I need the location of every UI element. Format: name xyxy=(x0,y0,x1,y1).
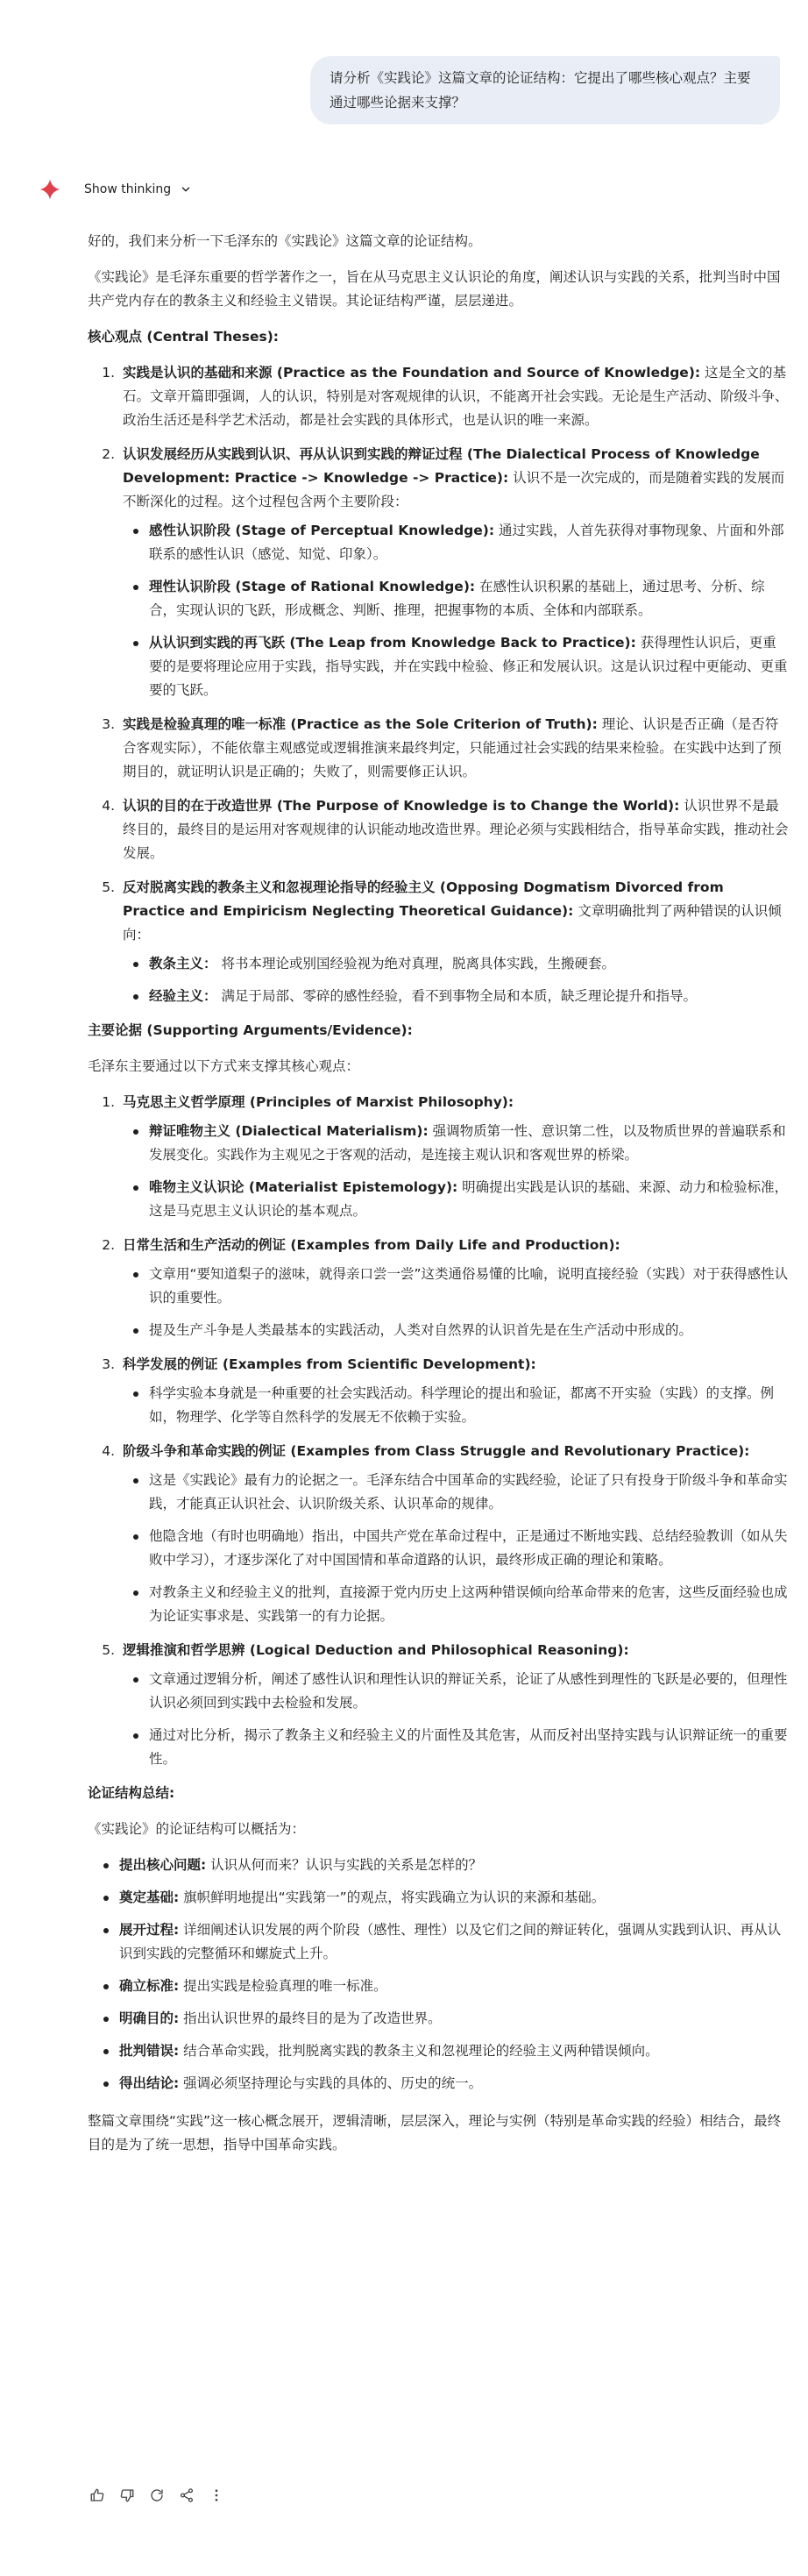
list-item: 明确目的: 指出认识世界的最终目的是为了改造世界。 xyxy=(119,2007,789,2031)
intro-paragraph: 《实践论》是毛泽东重要的哲学著作之一，旨在从马克思主义认识论的角度，阐述认识与实践的关系，批判当时中国共产党内存在的教条主义和经验主义错误。其论证结构严谨，层层递进。 xyxy=(88,269,781,309)
sub-list xyxy=(123,1120,789,1223)
user-message-text: 请分析《实践论》这篇文章的论证结构：它提出了哪些核心观点？主要通过哪些论据来支撑？ xyxy=(330,70,751,110)
more-vert-icon[interactable] xyxy=(207,2486,226,2505)
list-item: 得出结论: 强调必须坚持理论与实践的具体的、历史的统一。 xyxy=(119,2072,789,2096)
list-item: 经验主义： 满足于局部、零碎的感性经验，看不到事物全局和本质，缺乏理论提升和指导。 xyxy=(149,985,789,1008)
section-heading: 主要论据 (Supporting Arguments/Evidence): xyxy=(88,1022,413,1038)
show-thinking-label: Show thinking xyxy=(84,181,172,196)
list-item: 奠定基础: 旗帜鲜明地提出“实践第一”的观点，将实践确立为认识的来源和基础。 xyxy=(119,1886,789,1910)
list-item: 理性认识阶段 (Stage of Rational Knowledge): 在感性认识积累的基础上，通过思考、分析、综合，实现认识的飞跃，形成概念、判断、推理，把握事物的本质、全体和内部联系。 xyxy=(149,575,789,623)
intro-paragraph: 好的，我们来分析一下毛泽东的《实践论》这篇文章的论证结构。 xyxy=(88,233,482,249)
thumb-down-icon[interactable] xyxy=(117,2486,137,2505)
list-item: 确立标准: 提出实践是检验真理的唯一标准。 xyxy=(119,1975,789,1998)
list-item: 提出核心问题: 认识从何而来？认识与实践的关系是怎样的？ xyxy=(119,1854,789,1877)
list-item: 展开过程: 详细阐述认识发展的两个阶段（感性、理性）以及它们之间的辩证转化，强调从实践到认识、再从认识到实践的完整循环和螺旋式上升。 xyxy=(119,1918,789,1966)
list-item: 从认识到实践的再飞跃 (The Leap from Knowledge Back to Practice): 获得理性认识后，更重要的是要将理论应用于实践，指导实践，并在实践中检验、修正和发展认识。这是认识过程中更能动、更重要的飞跃。 xyxy=(149,631,789,702)
sub-list xyxy=(123,519,789,702)
sub-list xyxy=(123,1382,789,1429)
list-item: 1. 马克思主义哲学原理 (Principles of Marxist Philosophy): 辩证唯物主义 (Dialectical Materialism): 强调物质第一性、意识第二性，以及物质世界的普遍联系和发展变化。实践作为主观见之于客观的活动，是连接主观认识和客观世界的桥梁。 唯物主义认识论 (Materialist Epistemology): 明确提出实践是认识的基础、来源、动力和检验标准，这是马克思主义认识论的基本观点。 xyxy=(119,1091,789,1223)
list-item: 2. 认识发展经历从实践到认识、再从认识到实践的辩证过程 (The Dialectical Process of Knowledge Development: Practice -> Knowledge -> Practice): 认识不是一次完成的，而是随着实践的发展而不断深化的过程。这个过程包含两个主要阶段： 感性认识阶段 (Stage of Perceptual Knowledge): 通过实践，人首先获得对事物现象、片面和外部联系的感性认识（感觉、知觉、印象）。 理性认识阶段 (Stage of Rational Knowledge): 在感性认识积累的基础上，通过思考、分析、综合，实现认识的飞跃，形成概念、判断、推理，把握事物的本质、全体和内部联系。 从认识到实践的再飞跃 (The Leap from Knowledge Back to Practice): 获得理性认识后，更重要的是要将理论应用于实践，指导实践，并在实践中检验、修正和发展认识。这是认识过程中更能动、更重要的飞跃。 xyxy=(119,443,789,702)
list-item: 2. 日常生活和生产活动的例证 (Examples from Daily Life and Production): 文章用“要知道梨子的滋味，就得亲口尝一尝”这类通俗易懂的比喻，说明直接经验（实践）对于获得感性认识的重要性。 提及生产斗争是人类最基本的实践活动，人类对自然界的认识首先是在生产活动中形成的。 xyxy=(119,1234,789,1342)
list-item: 这是《实践论》最有力的论据之一。毛泽东结合中国革命的实践经验，论证了只有投身于阶级斗争和革命实践，才能真正认识社会、认识阶级关系、认识革命的规律。 xyxy=(149,1469,789,1516)
list-item: 批判错误: 结合革命实践，批判脱离实践的教条主义和忽视理论的经验主义两种错误倾向。 xyxy=(119,2039,789,2063)
sub-list xyxy=(123,952,789,1008)
section-intro: 《实践论》的论证结构可以概括为： xyxy=(88,1821,306,1837)
response-actions xyxy=(88,2486,226,2505)
user-message-bubble xyxy=(310,56,780,125)
list-item: 唯物主义认识论 (Materialist Epistemology): 明确提出实践是认识的基础、来源、动力和检验标准，这是马克思主义认识论的基本观点。 xyxy=(149,1176,789,1223)
sub-list xyxy=(123,1263,789,1342)
list-item: 教条主义： 将书本理论或别国经验视为绝对真理，脱离具体实践，生搬硬套。 xyxy=(149,952,789,976)
list-item: 3. 科学发展的例证 (Examples from Scientific Development): 科学实验本身就是一种重要的社会实践活动。科学理论的提出和验证，都离不开实验（实践）的支撑。例如，物理学、化学等自然科学的发展无不依赖于实验。 xyxy=(119,1353,789,1429)
list-item: 提及生产斗争是人类最基本的实践活动，人类对自然界的认识首先是在生产活动中形成的。 xyxy=(149,1319,789,1342)
list-item: 科学实验本身就是一种重要的社会实践活动。科学理论的提出和验证，都离不开实验（实践）的支撑。例如，物理学、化学等自然科学的发展无不依赖于实验。 xyxy=(149,1382,789,1429)
list-item: 文章通过逻辑分析，阐述了感性认识和理性认识的辩证关系，论证了从感性到理性的飞跃是必要的，但理性认识必须回到实践中去检验和发展。 xyxy=(149,1668,789,1715)
section-heading: 核心观点 (Central Theses): xyxy=(88,329,279,345)
list-item: 辩证唯物主义 (Dialectical Materialism): 强调物质第一性、意识第二性，以及物质世界的普遍联系和发展变化。实践作为主观见之于客观的活动，是连接主观认识和客观世界的桥梁。 xyxy=(149,1120,789,1167)
list-item: 4. 认识的目的在于改造世界 (The Purpose of Knowledge is to Change the World): 认识世界不是最终目的，最终目的是运用对客观规律的认识能动地改造世界。理论必须与实践相结合，指导革命实践，推动社会发展。 xyxy=(119,794,789,865)
thumb-up-icon[interactable] xyxy=(88,2486,107,2505)
list-item: 5. 逻辑推演和哲学思辨 (Logical Deduction and Philosophical Reasoning): 文章通过逻辑分析，阐述了感性认识和理性认识的辩证关系，论证了从感性到理性的飞跃是必要的，但理性认识必须回到实践中去检验和发展。 通过对比分析，揭示了教条主义和经验主义的片面性及其危害，从而反衬出坚持实践与认识辩证统一的重要性。 xyxy=(119,1639,789,1771)
share-icon[interactable] xyxy=(177,2486,196,2505)
regenerate-icon[interactable] xyxy=(147,2486,167,2505)
core-list xyxy=(88,361,789,1008)
list-item: 对教条主义和经验主义的批判，直接源于党内历史上这两种错误倾向给革命带来的危害，这些反面经验也成为论证实事求是、实践第一的有力论据。 xyxy=(149,1581,789,1628)
show-thinking-toggle[interactable] xyxy=(39,173,192,206)
chevron-down-icon xyxy=(180,183,192,196)
arguments-list xyxy=(88,1091,789,1771)
gemini-sparkle-icon xyxy=(39,178,61,201)
list-item: 通过对比分析，揭示了教条主义和经验主义的片面性及其危害，从而反衬出坚持实践与认识辩证统一的重要性。 xyxy=(149,1724,789,1771)
sub-list xyxy=(123,1469,789,1628)
list-item: 他隐含地（有时也明确地）指出，中国共产党在革命过程中，正是通过不断地实践、总结经验教训（如从失败中学习），才逐步深化了对中国国情和革命道路的认识，最终形成正确的理论和策略。 xyxy=(149,1525,789,1572)
list-item: 感性认识阶段 (Stage of Perceptual Knowledge): 通过实践，人首先获得对事物现象、片面和外部联系的感性认识（感觉、知觉、印象）。 xyxy=(149,519,789,566)
list-item: 4. 阶级斗争和革命实践的例证 (Examples from Class Struggle and Revolutionary Practice): 这是《实践论》最有力的论据之一。毛泽东结合中国革命的实践经验，论证了只有投身于阶级斗争和革命实践，才能真正认识社会、认识阶级关系、认识革命的规律。 他隐含地（有时也明确地）指出，中国共产党在革命过程中，正是通过不断地实践、总结经验教训（如从失败中学习），才逐步深化了对中国国情和革命道路的认识，最终形成正确的理论和策略。 对教条主义和经验主义的批判，直接源于党内历史上这两种错误倾向给革命带来的危害，这些反面经验也成为论证实事求是、实践第一的有力论据。 xyxy=(119,1440,789,1628)
section-heading: 论证结构总结: xyxy=(88,1785,175,1801)
summary-list xyxy=(88,1854,789,2096)
list-item: 1. 实践是认识的基础和来源 (Practice as the Foundation and Source of Knowledge): 这是全文的基石。文章开篇即强调，人的认识，特别是对客观规律的认识，不能离开社会实践。无论是生产活动、阶级斗争、政治生活还是科学艺术活动，都是社会实践的具体形式，也是认识的唯一来源。 xyxy=(119,361,789,432)
model-response xyxy=(88,230,789,2169)
list-item: 3. 实践是检验真理的唯一标准 (Practice as the Sole Criterion of Truth): 理论、认识是否正确（是否符合客观实际），不能依靠主观感觉或逻辑推演来最终判定，只能通过社会实践的结果来检验。在实践中达到了预期目的，就证明认识是正确的；失败了，则需要修正认识。 xyxy=(119,713,789,784)
list-item: 5. 反对脱离实践的教条主义和忽视理论指导的经验主义 (Opposing Dogmatism Divorced from Practice and Empiricism Neglecting Theoretical Guidance): 文章明确批判了两种错误的认识倾向： 教条主义： 将书本理论或别国经验视为绝对真理，脱离具体实践，生搬硬套。 经验主义： 满足于局部、零碎的感性经验，看不到事物全局和本质，缺乏理论提升和指导。 xyxy=(119,876,789,1008)
closing-paragraph: 整篇文章围绕“实践”这一核心概念展开，逻辑清晰，层层深入，理论与实例（特别是革命实践的经验）相结合，最终目的是为了统一思想，指导中国革命实践。 xyxy=(88,2113,782,2153)
section-intro: 毛泽东主要通过以下方式来支撑其核心观点： xyxy=(88,1058,360,1074)
sub-list xyxy=(123,1668,789,1771)
list-item: 文章用“要知道梨子的滋味，就得亲口尝一尝”这类通俗易懂的比喻，说明直接经验（实践）对于获得感性认识的重要性。 xyxy=(149,1263,789,1310)
